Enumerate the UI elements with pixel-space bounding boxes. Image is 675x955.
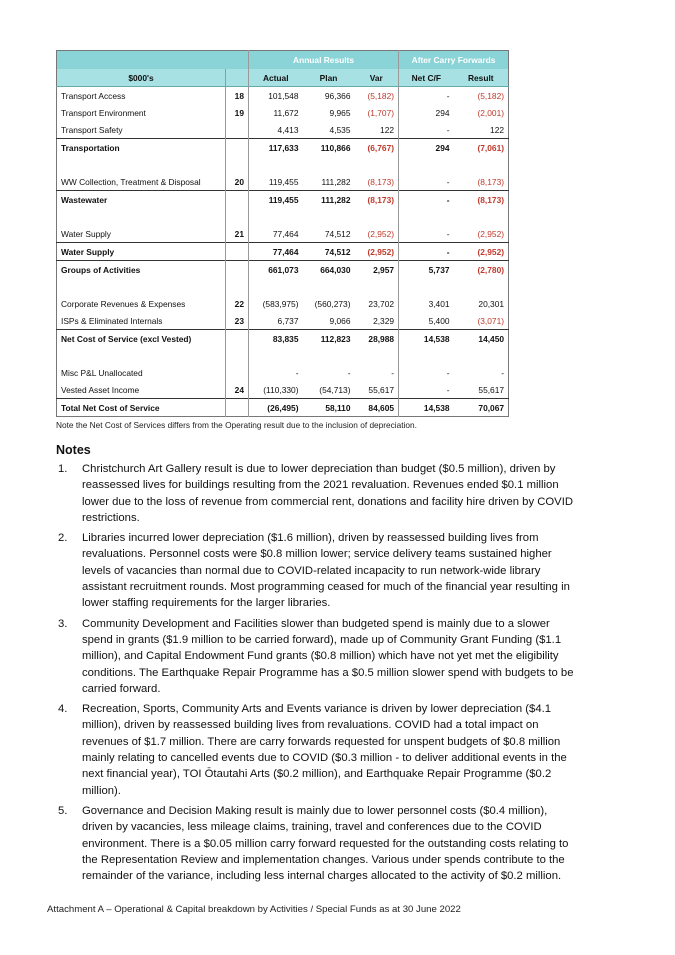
row-plan: 96,366 — [324, 90, 351, 101]
row-netcf: - — [399, 381, 454, 399]
row-plan: 9,066 — [329, 315, 351, 326]
table-row — [57, 243, 509, 261]
spacer-row — [57, 278, 509, 295]
row-var: 2,957 — [355, 261, 399, 279]
row-result: 55,617 — [478, 384, 505, 395]
row-netcf: 14,538 — [399, 330, 454, 348]
note-text: Libraries incurred lower depreciation ($1.6 million), driven by reassessed building lives from revaluations. Personnel costs were $0.8 million lower; service delivery teams sustained higher levels of vacancies than normal due to COVID-related incapacity to run network-wide library assistant recruitment rounds. Most programming ceased for much of the financial year resulting in lower staffing requirements for the larger libraries. — [82, 532, 570, 610]
row-plan: 111,282 — [303, 191, 355, 209]
row-label: Total Net Cost of Service — [57, 399, 226, 417]
carry-forwards-header: After Carry Forwards — [399, 51, 509, 70]
row-plan: 58,110 — [303, 399, 355, 417]
column-header-row — [57, 69, 509, 87]
note-text: Recreation, Sports, Community Arts and Events variance is driven by lower depreciation ($4.1 million), driven by reassessed building lives from revaluations. COVID had a total impact on revenues of $1.7 million. There are carry forwards requested for unspent budgets of $0.8 million mainly relating to cancelled events due to COVID ($0.3 million - to deliver additional events in the next financial year), TOI Ōtautahi Arts ($0.2 million), and Earthquake Repair Programme ($0.2 million). — [82, 703, 567, 797]
row-actual: 101,548 — [249, 87, 303, 105]
row-ref — [226, 399, 249, 417]
table-row — [57, 399, 509, 417]
table-row — [57, 295, 509, 312]
row-ref — [226, 364, 249, 381]
col-header-result: Result — [454, 69, 509, 87]
row-var: (8,173) — [367, 176, 395, 187]
row-label: Transport Access — [61, 90, 126, 101]
row-netcf: - — [399, 364, 454, 381]
row-result: 70,067 — [454, 399, 509, 417]
row-ref: 24 — [226, 381, 249, 399]
col-header-actual: Actual — [249, 69, 303, 87]
note-number: 1. — [58, 463, 68, 475]
row-plan: - — [347, 367, 351, 378]
row-actual: 83,835 — [249, 330, 303, 348]
row-label: Net Cost of Service (excl Vested) — [57, 330, 226, 348]
row-ref: 23 — [226, 312, 249, 330]
row-actual: - — [249, 364, 303, 381]
row-var: (2,952) — [367, 228, 395, 239]
row-var: - — [391, 367, 395, 378]
row-var: (1,707) — [367, 107, 395, 118]
note-item — [56, 461, 576, 526]
row-netcf: - — [399, 173, 454, 191]
row-netcf: 294 — [399, 104, 454, 121]
row-ref: 21 — [226, 225, 249, 243]
row-ref: 19 — [226, 104, 249, 121]
col-header-var: Var — [355, 69, 399, 87]
row-var: 28,988 — [355, 330, 399, 348]
row-plan: 110,866 — [303, 139, 355, 157]
row-result: (3,071) — [477, 315, 505, 326]
col-header-label: $000's — [57, 69, 226, 87]
group-header-row — [57, 51, 509, 70]
row-label: Corporate Revenues & Expenses — [61, 298, 186, 309]
row-ref: 22 — [226, 295, 249, 312]
row-plan: 4,535 — [329, 124, 351, 135]
table-row — [57, 364, 509, 381]
row-var: 122 — [380, 124, 395, 135]
row-var: (8,173) — [355, 191, 399, 209]
row-result: (7,061) — [454, 139, 509, 157]
row-ref — [226, 261, 249, 279]
row-result: (2,952) — [477, 228, 505, 239]
col-header-netcf: Net C/F — [399, 69, 454, 87]
table-note: Note the Net Cost of Services differs from the Operating result due to the inclusion of depreciation. — [56, 420, 417, 430]
row-ref — [226, 330, 249, 348]
note-text: Governance and Decision Making result is mainly due to lower personnel costs ($0.4 million), driven by vacancies, less mileage claims, training, travel and conferences due to the COVID environment. There is a $0.05 million carry forward requested for the outstanding costs relating to the Representation Review and implementation changes. Various under spends contribute to the remainder of the variance, including less internal charges allocated to the activity of $0.2 million. — [82, 804, 569, 883]
row-netcf: 3,401 — [399, 295, 454, 312]
row-label: Water Supply — [61, 228, 111, 239]
row-actual: (26,495) — [249, 399, 303, 417]
row-plan: 9,965 — [329, 107, 351, 118]
notes-list — [56, 461, 576, 888]
table-row — [57, 225, 509, 243]
row-ref — [226, 243, 249, 261]
row-ref: 20 — [226, 173, 249, 191]
table-row — [57, 173, 509, 191]
financial-table — [56, 50, 509, 417]
row-label: ISPs & Eliminated Internals — [61, 315, 163, 326]
row-label: Groups of Activities — [57, 261, 226, 279]
row-netcf: 294 — [399, 139, 454, 157]
annual-results-header: Annual Results — [249, 51, 399, 70]
note-text: Community Development and Facilities slower than budgeted spend is mainly due to a slower spend in grants ($1.9 million to be carried forward), made up of Community Grant Funding ($1.1 million), and Capital Endowment Fund grants ($0.8 million) which have not yet met the eligibility conditions. The Earthquake Repair Programme has a $0.5 million slower spend with budgets to be carried forward. — [82, 617, 574, 695]
table-row — [57, 87, 509, 105]
row-netcf: 5,400 — [399, 312, 454, 330]
row-actual: 119,455 — [249, 173, 303, 191]
row-var: (2,952) — [355, 243, 399, 261]
table-row — [57, 104, 509, 121]
row-ref — [226, 139, 249, 157]
spacer-row — [57, 208, 509, 225]
row-plan: (560,273) — [314, 298, 351, 309]
row-ref: 18 — [226, 87, 249, 105]
note-number: 2. — [58, 532, 68, 545]
row-result: (5,182) — [477, 90, 505, 101]
note-text: Christchurch Art Gallery result is due to lower depreciation than budget ($0.5 million), driven by reassessed lives for buildings resulting from the 2021 revaluation. Revenues ended $0.1 million lower due to the loss of revenue from commercial rent, donations and facility hire driven by COVID restrictions. — [82, 463, 574, 524]
note-number: 4. — [58, 703, 68, 716]
row-var: 2,329 — [373, 315, 395, 326]
row-result: - — [501, 367, 505, 378]
row-actual: 661,073 — [249, 261, 303, 279]
col-header-plan: Plan — [303, 69, 355, 87]
row-label: Wastewater — [57, 191, 226, 209]
row-netcf: - — [399, 243, 454, 261]
row-netcf: - — [399, 87, 454, 105]
row-actual: 4,413 — [249, 121, 303, 139]
row-plan: 74,512 — [303, 243, 355, 261]
spacer-row — [57, 156, 509, 173]
row-result: 20,301 — [478, 298, 505, 309]
row-var: 55,617 — [368, 384, 395, 395]
row-result: (2,001) — [477, 107, 505, 118]
row-label: Misc P&L Unallocated — [61, 367, 143, 378]
row-actual: 6,737 — [249, 312, 303, 330]
row-netcf: 5,737 — [399, 261, 454, 279]
row-actual: 77,464 — [249, 225, 303, 243]
col-header-ref — [226, 69, 249, 87]
table-row — [57, 139, 509, 157]
row-label: Transport Safety — [61, 124, 123, 135]
row-label: WW Collection, Treatment & Disposal — [61, 176, 201, 187]
note-item — [56, 701, 576, 799]
table-row — [57, 381, 509, 399]
row-actual: 119,455 — [249, 191, 303, 209]
row-plan: 112,823 — [303, 330, 355, 348]
note-number: 5. — [58, 804, 68, 817]
row-plan: 111,282 — [321, 176, 351, 187]
row-netcf: 14,538 — [399, 399, 454, 417]
row-result: 14,450 — [454, 330, 509, 348]
row-plan: 74,512 — [324, 228, 351, 239]
row-ref — [226, 191, 249, 209]
row-plan: 664,030 — [303, 261, 355, 279]
row-netcf: - — [399, 191, 454, 209]
row-var: 23,702 — [368, 298, 395, 309]
row-plan: (54,713) — [319, 384, 351, 395]
table-row — [57, 330, 509, 348]
row-label: Transportation — [57, 139, 226, 157]
row-result: (2,780) — [454, 261, 509, 279]
financial-table-wrapper — [56, 50, 508, 417]
row-netcf: - — [399, 225, 454, 243]
row-label: Transport Environment — [61, 107, 146, 118]
page-footer: Attachment A – Operational & Capital breakdown by Activities / Special Funds as at 30 June 2022 — [47, 904, 461, 915]
row-actual: (583,975) — [249, 295, 303, 312]
table-row — [57, 261, 509, 279]
row-netcf: - — [399, 121, 454, 139]
row-var: (6,767) — [355, 139, 399, 157]
row-var: (5,182) — [367, 90, 395, 101]
row-result: 122 — [490, 124, 505, 135]
row-actual: 11,672 — [249, 104, 303, 121]
table-row — [57, 191, 509, 209]
note-item — [56, 616, 576, 697]
row-actual: (110,330) — [249, 381, 303, 399]
table-row — [57, 312, 509, 330]
spacer-row — [57, 347, 509, 364]
row-actual: 77,464 — [249, 243, 303, 261]
row-label: Vested Asset Income — [61, 384, 140, 395]
row-var: 84,605 — [355, 399, 399, 417]
row-label: Water Supply — [57, 243, 226, 261]
table-row — [57, 121, 509, 139]
row-result: (8,173) — [477, 176, 505, 187]
row-result: (2,952) — [454, 243, 509, 261]
note-number: 3. — [58, 617, 68, 630]
note-item — [56, 803, 576, 884]
row-actual: 117,633 — [249, 139, 303, 157]
row-ref — [226, 121, 249, 139]
notes-title: Notes — [56, 443, 91, 457]
row-result: (8,173) — [454, 191, 509, 209]
note-item — [56, 530, 576, 611]
